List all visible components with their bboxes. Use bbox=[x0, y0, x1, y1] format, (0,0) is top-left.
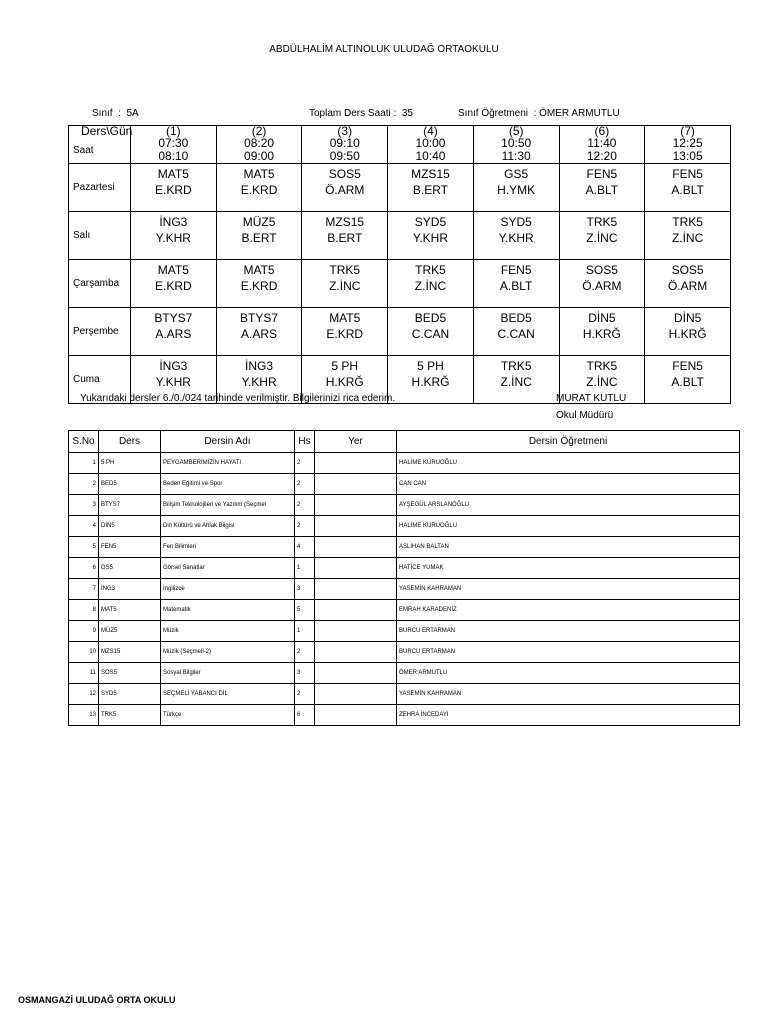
lesson-code: GS5 bbox=[504, 167, 529, 181]
lesson-teacher: Z.İNC bbox=[671, 231, 704, 245]
lesson-teacher: Ö.ARM bbox=[582, 279, 622, 293]
course-teacher: CAN CAN bbox=[397, 474, 740, 495]
timetable-day-row bbox=[69, 164, 731, 212]
lesson-cell bbox=[388, 356, 474, 404]
course-code: İNG3 bbox=[99, 579, 161, 600]
course-teacher: ZEHRA İNCEDAYI bbox=[397, 705, 740, 726]
course-hours: 5 bbox=[295, 600, 315, 621]
total-hours-value: 35 bbox=[401, 108, 413, 119]
course-place bbox=[315, 663, 397, 684]
lesson-code: MAT5 bbox=[157, 167, 189, 181]
lesson-teacher: Ö.ARM bbox=[325, 183, 365, 197]
lesson-teacher: Z.İNC bbox=[414, 279, 447, 293]
period-start: 07:30 bbox=[158, 136, 189, 150]
lesson-code: DİN5 bbox=[588, 311, 616, 325]
course-code: SYD5 bbox=[99, 684, 161, 705]
course-name: Müzik bbox=[161, 621, 295, 642]
course-code: FEN5 bbox=[99, 537, 161, 558]
course-no: 7 bbox=[69, 579, 99, 600]
lesson-cell bbox=[559, 164, 645, 212]
period-time bbox=[388, 137, 474, 164]
course-place bbox=[315, 600, 397, 621]
lesson-teacher: Z.İNC bbox=[586, 231, 618, 245]
lesson-code: DİN5 bbox=[673, 311, 702, 325]
period-start: 10:00 bbox=[415, 136, 446, 150]
header-ders: Ders bbox=[99, 431, 161, 453]
period-start: 08:20 bbox=[244, 136, 275, 150]
course-row bbox=[69, 516, 740, 537]
course-no: 6 bbox=[69, 558, 99, 579]
course-place bbox=[315, 516, 397, 537]
lesson-code: BTYS7 bbox=[154, 311, 193, 325]
course-name: İngilizce bbox=[161, 579, 295, 600]
lesson-cell bbox=[388, 308, 474, 356]
lesson-teacher: E.KRD bbox=[155, 183, 192, 197]
course-teacher: ÖMER ARMUTLU bbox=[397, 663, 740, 684]
lesson-teacher: E.KRD bbox=[326, 327, 364, 341]
timetable-corner: Ders\Gün bbox=[69, 126, 131, 138]
course-no: 1 bbox=[69, 453, 99, 474]
lesson-cell bbox=[216, 164, 302, 212]
lesson-code: BTYS7 bbox=[240, 311, 279, 325]
period-time bbox=[131, 137, 217, 164]
lesson-teacher: H.KRĞ bbox=[668, 327, 707, 341]
course-row bbox=[69, 705, 740, 726]
lesson-teacher: A.ARS bbox=[241, 327, 278, 341]
lesson-cell bbox=[216, 212, 302, 260]
lesson-cell bbox=[645, 308, 731, 356]
lesson-code: İNG3 bbox=[159, 215, 188, 229]
lesson-code: MZS15 bbox=[325, 215, 365, 229]
lesson-cell bbox=[645, 164, 731, 212]
lesson-cell bbox=[388, 260, 474, 308]
course-row bbox=[69, 642, 740, 663]
course-hours: 2 bbox=[295, 474, 315, 495]
lesson-code: MZS15 bbox=[411, 167, 450, 181]
lesson-code: TRK5 bbox=[586, 215, 618, 229]
course-name: Türkçe bbox=[161, 705, 295, 726]
saat-label: Saat bbox=[69, 137, 131, 164]
course-no: 3 bbox=[69, 495, 99, 516]
course-hours: 2 bbox=[295, 453, 315, 474]
day-name: Salı bbox=[69, 212, 131, 260]
course-name: Din Kültürü ve Ahlak Bilgisi bbox=[161, 516, 295, 537]
course-no: 5 bbox=[69, 537, 99, 558]
lesson-code: TRK5 bbox=[586, 359, 618, 373]
course-no: 4 bbox=[69, 516, 99, 537]
course-row bbox=[69, 495, 740, 516]
lesson-teacher: Ö.ARM bbox=[667, 279, 708, 293]
lesson-cell bbox=[473, 356, 559, 404]
course-teacher: ASLIHAN BALTAN bbox=[397, 537, 740, 558]
lesson-cell bbox=[302, 212, 388, 260]
period-start: 11:40 bbox=[587, 136, 617, 150]
course-name: PEYGAMBERİMİZİN HAYATI bbox=[161, 453, 295, 474]
lesson-code: FEN5 bbox=[586, 167, 618, 181]
timetable-time-row bbox=[69, 137, 731, 164]
lesson-cell bbox=[131, 212, 217, 260]
principal-title: Okul Müdürü bbox=[556, 410, 614, 421]
course-code: TRK5 bbox=[99, 705, 161, 726]
lesson-teacher: B.ERT bbox=[412, 183, 449, 197]
footer-school-name: OSMANGAZİ ULUDAĞ ORTA OKULU bbox=[18, 995, 176, 1005]
lesson-cell bbox=[473, 164, 559, 212]
course-hours: 3 bbox=[295, 663, 315, 684]
period-end: 08:10 bbox=[158, 149, 189, 163]
course-list-table bbox=[68, 430, 740, 726]
course-row bbox=[69, 474, 740, 495]
course-teacher: HATİCE YUMAK bbox=[397, 558, 740, 579]
period-number: (4) bbox=[388, 126, 474, 138]
lesson-cell bbox=[216, 260, 302, 308]
lesson-teacher: Z.İNC bbox=[500, 375, 532, 389]
period-time bbox=[473, 137, 559, 164]
lesson-cell bbox=[473, 212, 559, 260]
period-time bbox=[645, 137, 731, 164]
course-name: Matematik bbox=[161, 600, 295, 621]
lesson-teacher: A.BLT bbox=[585, 183, 619, 197]
course-name: Müzik (Seçmeli-2) bbox=[161, 642, 295, 663]
course-row bbox=[69, 579, 740, 600]
lesson-teacher: E.KRD bbox=[240, 183, 278, 197]
lesson-teacher: A.BLT bbox=[671, 183, 704, 197]
lesson-teacher: E.KRD bbox=[240, 279, 278, 293]
lesson-cell bbox=[645, 260, 731, 308]
period-time bbox=[216, 137, 302, 164]
period-end: 10:40 bbox=[415, 149, 446, 163]
lesson-teacher: Y.KHR bbox=[155, 231, 191, 245]
lesson-teacher: C.CAN bbox=[497, 327, 535, 341]
course-row bbox=[69, 453, 740, 474]
lesson-cell bbox=[473, 260, 559, 308]
day-name: Cuma bbox=[69, 356, 131, 404]
course-teacher: HALİME KURUOĞLU bbox=[397, 453, 740, 474]
lesson-code: BED5 bbox=[500, 311, 532, 325]
period-end: 11:30 bbox=[501, 149, 531, 163]
lesson-teacher: B.ERT bbox=[241, 231, 277, 245]
header-dersin-adi: Dersin Adı bbox=[161, 431, 295, 453]
class-value: 5A bbox=[126, 108, 139, 119]
lesson-teacher: Y.KHR bbox=[412, 231, 449, 245]
lesson-cell bbox=[131, 260, 217, 308]
header-sno: S.No bbox=[69, 431, 99, 453]
period-number: (7) bbox=[645, 126, 731, 138]
course-hours: 2 bbox=[295, 642, 315, 663]
lesson-code: SOS5 bbox=[328, 167, 361, 181]
course-teacher: YASEMİN KAHRAMAN bbox=[397, 684, 740, 705]
lesson-cell bbox=[559, 212, 645, 260]
lesson-teacher: A.ARS bbox=[155, 327, 192, 341]
course-hours: 2 bbox=[295, 684, 315, 705]
lesson-cell bbox=[131, 308, 217, 356]
course-name: Bilişim Teknolojileri ve Yazılım (Seçmel bbox=[161, 495, 295, 516]
period-number: (5) bbox=[473, 126, 559, 138]
period-end: 12:20 bbox=[586, 149, 617, 163]
period-time bbox=[302, 137, 388, 164]
principal-name: MURAT KUTLU bbox=[556, 393, 627, 404]
timetable-day-row bbox=[69, 212, 731, 260]
course-hours: 2 bbox=[295, 516, 315, 537]
lesson-cell bbox=[131, 164, 217, 212]
course-code: MÜZ5 bbox=[99, 621, 161, 642]
course-row bbox=[69, 621, 740, 642]
lesson-teacher: E.KRD bbox=[155, 279, 192, 293]
lesson-teacher: Z.İNC bbox=[586, 375, 618, 389]
lesson-teacher: A.BLT bbox=[671, 375, 704, 389]
lesson-teacher: C.CAN bbox=[411, 327, 450, 341]
course-place bbox=[315, 474, 397, 495]
course-name: Fen Bilimleri bbox=[161, 537, 295, 558]
lesson-code: 5 PH bbox=[417, 359, 444, 373]
total-hours-label: Toplam Ders Saati bbox=[309, 108, 391, 119]
lesson-code: TRK5 bbox=[329, 263, 361, 277]
period-end: 09:50 bbox=[329, 149, 360, 163]
lesson-teacher: Y.KHR bbox=[241, 375, 277, 389]
course-name: Beden Eğitimi ve Spor bbox=[161, 474, 295, 495]
period-start: 09:10 bbox=[329, 136, 360, 150]
lesson-cell bbox=[388, 164, 474, 212]
course-code: GS5 bbox=[99, 558, 161, 579]
timetable-day-row bbox=[69, 308, 731, 356]
period-number: (2) bbox=[216, 126, 302, 138]
period-start: 10:50 bbox=[501, 136, 532, 150]
course-teacher: AYŞEGÜL ARSLANOĞLU bbox=[397, 495, 740, 516]
lesson-code: 5 PH bbox=[331, 359, 359, 373]
lesson-code: FEN5 bbox=[672, 167, 703, 181]
class-teacher-info: Sınıf Öğretmeni : ÖMER ARMUTLU bbox=[458, 108, 620, 119]
class-label: Sınıf bbox=[92, 108, 113, 119]
lesson-code: SOS5 bbox=[671, 263, 704, 277]
course-place bbox=[315, 558, 397, 579]
course-hours: 2 bbox=[295, 495, 315, 516]
course-hours: 1 bbox=[295, 558, 315, 579]
course-hours: 4 bbox=[295, 537, 315, 558]
lesson-code: SYD5 bbox=[414, 215, 447, 229]
course-place bbox=[315, 705, 397, 726]
course-teacher: HALİME KURUOĞLU bbox=[397, 516, 740, 537]
course-place bbox=[315, 453, 397, 474]
course-code: BED5 bbox=[99, 474, 161, 495]
period-time bbox=[559, 137, 645, 164]
period-end: 09:00 bbox=[244, 149, 275, 163]
class-info: Sınıf : 5A bbox=[92, 108, 139, 119]
course-place bbox=[315, 495, 397, 516]
course-place bbox=[315, 642, 397, 663]
lesson-teacher: Y.KHR bbox=[498, 231, 534, 245]
lesson-teacher: H.KRĞ bbox=[582, 327, 621, 341]
lesson-code: TRK5 bbox=[672, 215, 703, 229]
course-row bbox=[69, 558, 740, 579]
course-row bbox=[69, 537, 740, 558]
course-name: Görsel Sanatlar bbox=[161, 558, 295, 579]
header-yer: Yer bbox=[315, 431, 397, 453]
header-hs: Hs bbox=[295, 431, 315, 453]
course-no: 13 bbox=[69, 705, 99, 726]
lesson-code: BED5 bbox=[414, 311, 447, 325]
course-row bbox=[69, 600, 740, 621]
class-teacher-label: Sınıf Öğretmeni bbox=[458, 108, 529, 119]
day-name: Pazartesi bbox=[69, 164, 131, 212]
lesson-teacher: B.ERT bbox=[327, 231, 363, 245]
lesson-cell bbox=[216, 308, 302, 356]
lesson-teacher: Z.İNC bbox=[329, 279, 361, 293]
lesson-cell bbox=[302, 308, 388, 356]
course-place bbox=[315, 537, 397, 558]
header-dersin-ogretmeni: Dersin Öğretmeni bbox=[397, 431, 740, 453]
course-code: 5 PH bbox=[99, 453, 161, 474]
day-name: Çarşamba bbox=[69, 260, 131, 308]
course-name: Sosyal Bilgiler bbox=[161, 663, 295, 684]
course-code: MAT5 bbox=[99, 600, 161, 621]
lesson-code: MAT5 bbox=[157, 263, 189, 277]
lesson-code: TRK5 bbox=[415, 263, 446, 277]
course-code: SOS5 bbox=[99, 663, 161, 684]
lesson-cell bbox=[302, 164, 388, 212]
day-name: Perşembe bbox=[69, 308, 131, 356]
period-end: 13:05 bbox=[672, 149, 703, 163]
course-row bbox=[69, 663, 740, 684]
period-number: (3) bbox=[302, 126, 388, 138]
course-place bbox=[315, 621, 397, 642]
lesson-code: SYD5 bbox=[500, 215, 532, 229]
course-no: 10 bbox=[69, 642, 99, 663]
period-number: (1) bbox=[131, 126, 217, 138]
lesson-cell bbox=[559, 260, 645, 308]
lesson-code: İNG3 bbox=[245, 359, 274, 373]
course-hours: 6 bbox=[295, 705, 315, 726]
lesson-teacher: H.KRĞ bbox=[411, 375, 450, 389]
lesson-teacher: H.KRĞ bbox=[325, 375, 364, 389]
course-place bbox=[315, 579, 397, 600]
lesson-code: FEN5 bbox=[500, 263, 532, 277]
course-no: 12 bbox=[69, 684, 99, 705]
course-code: MZS15 bbox=[99, 642, 161, 663]
lesson-teacher: Y.KHR bbox=[155, 375, 191, 389]
course-hours: 1 bbox=[295, 621, 315, 642]
footnote: Yukarıdaki dersler 6./0./024 tarihinde verilmiştir. Bilgilerinizi rica ederim. bbox=[80, 393, 396, 404]
course-code: BTYS7 bbox=[99, 495, 161, 516]
course-no: 2 bbox=[69, 474, 99, 495]
lesson-cell bbox=[473, 308, 559, 356]
course-hours: 3 bbox=[295, 579, 315, 600]
lesson-code: İNG3 bbox=[159, 359, 188, 373]
period-start: 12:25 bbox=[672, 136, 703, 150]
course-no: 11 bbox=[69, 663, 99, 684]
lesson-cell bbox=[559, 308, 645, 356]
course-row bbox=[69, 684, 740, 705]
school-title: ABDÜLHALİM ALTINOLUK ULUDAĞ ORTAOKULU bbox=[269, 44, 499, 55]
course-no: 8 bbox=[69, 600, 99, 621]
lesson-teacher: H.YMK bbox=[497, 183, 536, 197]
lesson-code: TRK5 bbox=[500, 359, 532, 373]
period-number: (6) bbox=[559, 126, 645, 138]
course-teacher: BURCU ERTARMAN bbox=[397, 642, 740, 663]
class-teacher-value: ÖMER ARMUTLU bbox=[539, 108, 620, 119]
lesson-cell bbox=[645, 356, 731, 404]
course-list-header-row bbox=[69, 431, 740, 453]
course-name: SEÇMELİ YABANCI DİL bbox=[161, 684, 295, 705]
course-teacher: BURCU ERTARMAN bbox=[397, 621, 740, 642]
lesson-teacher: A.BLT bbox=[499, 279, 533, 293]
lesson-cell bbox=[645, 212, 731, 260]
course-place bbox=[315, 684, 397, 705]
course-no: 9 bbox=[69, 621, 99, 642]
lesson-cell bbox=[302, 260, 388, 308]
lesson-code: SOS5 bbox=[585, 263, 618, 277]
lesson-code: MAT5 bbox=[243, 167, 275, 181]
lesson-code: FEN5 bbox=[672, 359, 703, 373]
lesson-code: MAT5 bbox=[243, 263, 275, 277]
timetable bbox=[68, 125, 731, 404]
course-teacher: YASEMİN KAHRAMAN bbox=[397, 579, 740, 600]
lesson-code: MAT5 bbox=[329, 311, 361, 325]
lesson-cell bbox=[388, 212, 474, 260]
lesson-code: MÜZ5 bbox=[242, 215, 276, 229]
timetable-day-row bbox=[69, 260, 731, 308]
total-hours-info: Toplam Ders Saati : 35 bbox=[309, 108, 413, 119]
course-teacher: EMRAH KARADENİZ bbox=[397, 600, 740, 621]
course-code: DİN5 bbox=[99, 516, 161, 537]
